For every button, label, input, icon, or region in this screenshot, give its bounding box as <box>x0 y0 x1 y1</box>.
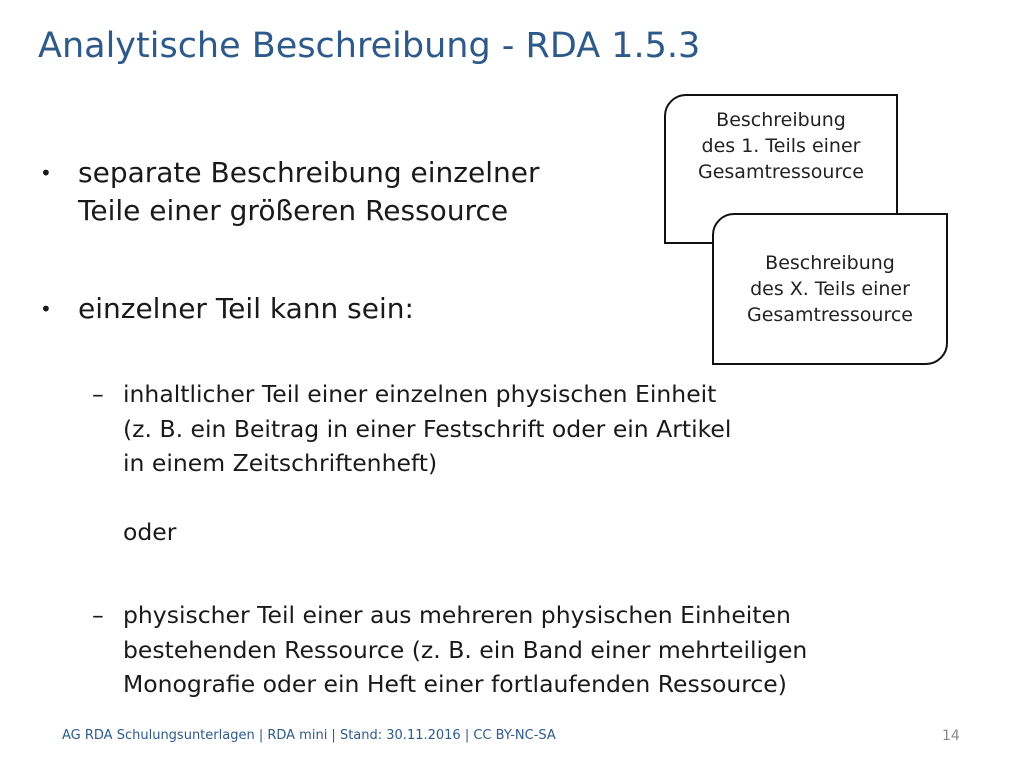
sub-item-line: bestehenden Ressource (z. B. ein Band einer mehrteiligen <box>123 635 808 664</box>
sub-item-line: (z. B. ein Beitrag in einer Festschrift oder ein Artikel <box>123 414 732 443</box>
footer-text: AG RDA Schulungsunterlagen | RDA mini | Stand: 30.11.2016 | CC BY-NC-SA <box>62 728 556 743</box>
sub-item-line: in einem Zeitschriftenheft) <box>123 449 438 477</box>
sub-item-line: physischer Teil einer aus mehreren physischen Einheiten <box>123 601 791 629</box>
slide-title: Analytische Beschreibung - RDA 1.5.3 <box>38 26 701 66</box>
card-line: des X. Teils einer <box>750 278 910 300</box>
page-number: 14 <box>942 728 960 744</box>
card-line: Beschreibung <box>765 252 895 274</box>
dash-symbol: – <box>92 380 104 408</box>
card-line: Gesamtressource <box>698 161 864 183</box>
card-teil-x <box>712 213 948 365</box>
bullet-symbol: • <box>40 297 52 321</box>
sub-item-line: Monografie oder ein Heft einer fortlaufenden Ressource) <box>123 670 787 698</box>
card-line: Beschreibung <box>716 109 846 131</box>
connector-oder: oder <box>123 518 177 546</box>
dash-symbol: – <box>92 601 104 629</box>
bullet-line: separate Beschreibung einzelner <box>78 156 540 189</box>
card-line: Gesamtressource <box>747 304 913 326</box>
bullet-symbol: • <box>40 161 52 185</box>
bullet-line: einzelner Teil kann sein: <box>78 292 414 325</box>
bullet-line: Teile einer größeren Ressource <box>78 194 509 227</box>
sub-item-line: inhaltlicher Teil einer einzelnen physischen Einheit <box>123 380 717 408</box>
card-line: des 1. Teils einer <box>701 135 861 157</box>
